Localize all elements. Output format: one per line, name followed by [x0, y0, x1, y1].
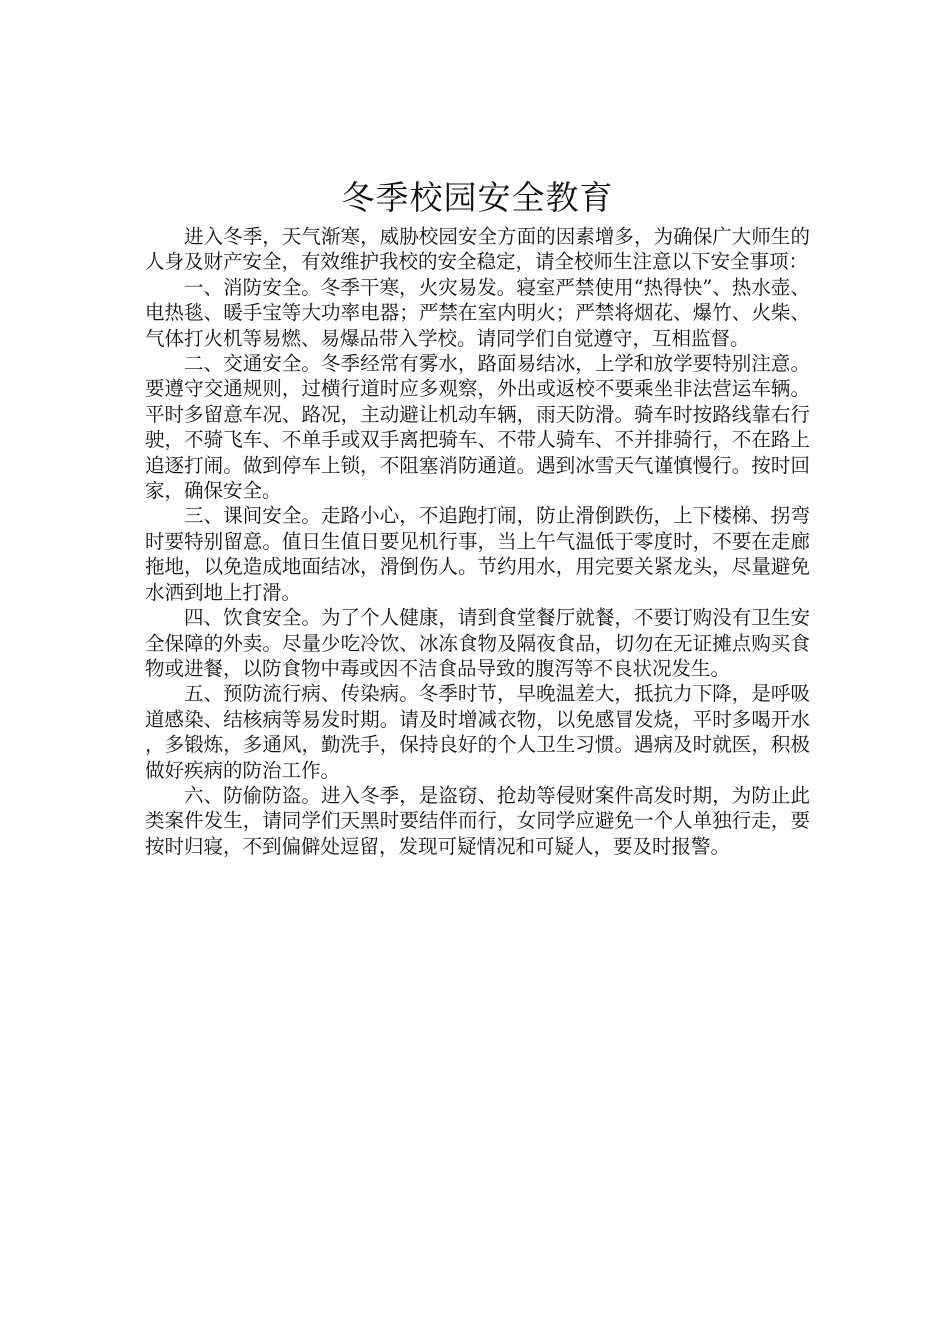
paragraph-theft-prevention: 六、防偷防盗。进入冬季，是盗窃、抢劫等侵财案件高发时期，为防止此类案件发生，请同学们天黑时要结伴而行，女同学应避免一个人单独行走，要按时归寝，不到偏僻处逗留，发现可疑情况和可疑人，要及时报警。 — [145, 783, 810, 858]
document-body — [145, 176, 810, 859]
paragraph-food-safety: 四、饮食安全。为了个人健康，请到食堂餐厅就餐，不要订购没有卫生安全保障的外卖。尽量少吃冷饮、冰冻食物及隔夜食品，切勿在无证摊点购买食物或进餐，以防食物中毒或因不洁食品导致的腹泻等不良状况发生。 — [145, 606, 810, 680]
paragraph-disease-prevention: 五、预防流行病、传染病。冬季时节，早晚温差大，抵抗力下降，是呼吸道感染、结核病等易发时期。请及时增减衣物，以免感冒发烧，平时多喝开水，多锻炼，多通风，勤洗手，保持良好的个人卫生习惯。遇病及时就医，积极做好疾病的防治工作。 — [145, 682, 810, 782]
document-title: 冬季校园安全教育 — [341, 178, 614, 217]
paragraph-traffic-safety: 二、交通安全。冬季经常有雾水，路面易结冰，上学和放学要特别注意。要遵守交通规则，过横行道时应多观察，外出或返校不要乘坐非法营运车辆。平时多留意车况、路况，主动避让机动车辆，雨天防滑。骑车时按路线靠右行驶，不骑飞车、不单手或双手离把骑车、不带人骑车、不并排骑行，不在路上追逐打闹。做到停车上锁，不阻塞消防通道。遇到冰雪天气谨慎慢行。按时回家，确保安全。 — [145, 352, 810, 503]
paragraph-recess-safety: 三、课间安全。走路小心，不追跑打闹，防止滑倒跌伤，上下楼梯、拐弯时要特别留意。值日生值日要见机行事，当上午气温低于零度时，不要在走廊拖地，以免造成地面结冰，滑倒伤人。节约用水，用完要关紧龙头，尽量避免水洒到地上打滑。 — [145, 504, 810, 604]
paragraph-fire-safety: 一、消防安全。冬季干寒，火灾易发。寝室严禁使用“热得快”、热水壶、电热毯、暖手宝等大功率电器；严禁在室内明火；严禁将烟花、爆竹、火柴、气体打火机等易燃、易爆品带入学校。请同学们自觉遵守，互相监督。 — [145, 275, 810, 350]
paragraph-intro: 进入冬季，天气渐寒，威胁校园安全方面的因素增多，为确保广大师生的人身及财产安全，有效维护我校的安全稳定，请全校师生注意以下安全事项： — [145, 225, 810, 274]
